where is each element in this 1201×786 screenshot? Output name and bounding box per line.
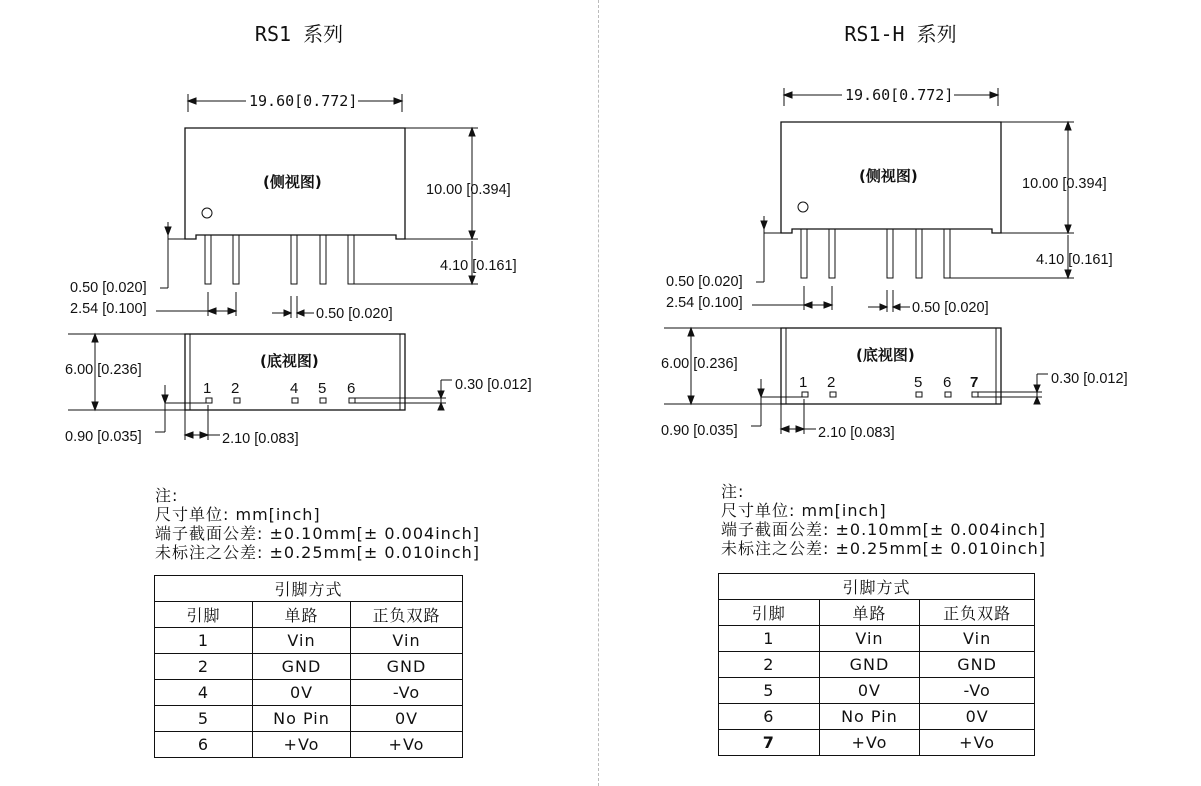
note-line: 未标注之公差: ±0.25mm[± 0.010inch]	[155, 543, 480, 562]
pin-cell: 5	[719, 678, 820, 704]
single-cell: GND	[819, 652, 920, 678]
dim-first-pin: 2.10 [0.083]	[818, 425, 895, 441]
dim-first-pin: 2.10 [0.083]	[222, 431, 299, 447]
table-row	[155, 680, 463, 706]
single-cell: +Vo	[819, 730, 920, 756]
single-cell: GND	[253, 654, 351, 680]
pin-cell: 5	[155, 706, 253, 732]
dual-cell: GND	[920, 652, 1035, 678]
pin-number: 5	[318, 380, 327, 397]
dual-cell: 0V	[920, 704, 1035, 730]
dual-cell: -Vo	[351, 680, 463, 706]
pin-number: 5	[914, 374, 923, 391]
dim-pad-thickness: 0.30 [0.012]	[455, 377, 532, 393]
dim-width: 19.60[0.772]	[845, 86, 954, 104]
note-line: 端子截面公差: ±0.10mm[± 0.004inch]	[155, 524, 480, 543]
dual-cell: -Vo	[920, 678, 1035, 704]
bottom-view-label: (底视图)	[856, 346, 915, 364]
table-row	[719, 678, 1035, 704]
pin-cell: 2	[719, 652, 820, 678]
table-row	[719, 704, 1035, 730]
note-line: 端子截面公差: ±0.10mm[± 0.004inch]	[721, 520, 1046, 539]
dual-cell: Vin	[351, 628, 463, 654]
table-row	[719, 652, 1035, 678]
pin-number: 2	[827, 374, 836, 391]
side-view-label: (侧视图)	[263, 173, 322, 191]
notes	[721, 482, 1046, 558]
pin-table-header: 引脚	[155, 602, 253, 628]
note-line: 尺寸单位: mm[inch]	[155, 505, 321, 524]
pin-cell: 6	[719, 704, 820, 730]
pin-table	[718, 573, 1035, 756]
dual-cell: +Vo	[920, 730, 1035, 756]
single-cell: No Pin	[253, 706, 351, 732]
panel-rs1	[0, 0, 598, 786]
dim-pin-width: 0.50 [0.020]	[316, 306, 393, 322]
pin-number: 2	[231, 380, 240, 397]
panel-title: RS1-H 系列	[844, 22, 957, 46]
side-view-label: (侧视图)	[859, 167, 918, 185]
pin-number: 7	[970, 374, 979, 391]
note-line: 尺寸单位: mm[inch]	[721, 501, 887, 520]
pin-table-header: 正负双路	[920, 600, 1035, 626]
pin-table-header: 正负双路	[351, 602, 463, 628]
note-line: 注:	[721, 482, 745, 501]
panel-rs1-h	[600, 0, 1201, 786]
mechanical-drawing	[600, 0, 1201, 480]
dim-pin-offset: 0.50 [0.020]	[70, 280, 147, 296]
pin-table-title: 引脚方式	[155, 576, 463, 602]
dim-pin-offset: 0.50 [0.020]	[666, 274, 743, 290]
dim-pin-width: 0.50 [0.020]	[912, 300, 989, 316]
pin-table	[154, 575, 463, 758]
table-row	[155, 706, 463, 732]
dim-height: 10.00 [0.394]	[1022, 176, 1107, 192]
pin-cell: 2	[155, 654, 253, 680]
panel-divider	[598, 0, 599, 786]
dim-edge-offset: 0.90 [0.035]	[65, 429, 142, 445]
pin-number: 1	[203, 380, 212, 397]
dim-width: 19.60[0.772]	[249, 92, 358, 110]
table-row	[719, 626, 1035, 652]
pin-number: 1	[799, 374, 808, 391]
dual-cell: +Vo	[351, 732, 463, 758]
dim-bottom-height: 6.00 [0.236]	[661, 356, 738, 372]
single-cell: +Vo	[253, 732, 351, 758]
note-line: 注:	[155, 486, 179, 505]
dim-pitch: 2.54 [0.100]	[70, 301, 147, 317]
dim-height: 10.00 [0.394]	[426, 182, 511, 198]
dim-pin-length: 4.10 [0.161]	[1036, 252, 1113, 268]
mechanical-drawing	[0, 0, 598, 480]
pin-cell: 4	[155, 680, 253, 706]
single-cell: Vin	[819, 626, 920, 652]
pin-cell: 6	[155, 732, 253, 758]
note-line: 未标注之公差: ±0.25mm[± 0.010inch]	[721, 539, 1046, 558]
dim-pitch: 2.54 [0.100]	[666, 295, 743, 311]
table-row	[155, 654, 463, 680]
dual-cell: Vin	[920, 626, 1035, 652]
single-cell: Vin	[253, 628, 351, 654]
pin-number: 6	[347, 380, 356, 397]
panel-title: RS1 系列	[254, 22, 344, 46]
table-row	[155, 628, 463, 654]
pin-cell: 7	[719, 730, 820, 756]
pin-number: 6	[943, 374, 952, 391]
dual-cell: GND	[351, 654, 463, 680]
dim-edge-offset: 0.90 [0.035]	[661, 423, 738, 439]
dim-bottom-height: 6.00 [0.236]	[65, 362, 142, 378]
notes	[155, 486, 480, 562]
table-row	[719, 730, 1035, 756]
dim-pin-length: 4.10 [0.161]	[440, 258, 517, 274]
pin-table-title: 引脚方式	[719, 574, 1035, 600]
single-cell: 0V	[253, 680, 351, 706]
table-row	[155, 732, 463, 758]
pin-table-header: 单路	[819, 600, 920, 626]
pin-cell: 1	[155, 628, 253, 654]
dim-pad-thickness: 0.30 [0.012]	[1051, 371, 1128, 387]
pin-number: 4	[290, 380, 299, 397]
pin-cell: 1	[719, 626, 820, 652]
bottom-view-label: (底视图)	[260, 352, 319, 370]
pin-table-header: 单路	[253, 602, 351, 628]
single-cell: 0V	[819, 678, 920, 704]
pin-table-header: 引脚	[719, 600, 820, 626]
single-cell: No Pin	[819, 704, 920, 730]
dual-cell: 0V	[351, 706, 463, 732]
